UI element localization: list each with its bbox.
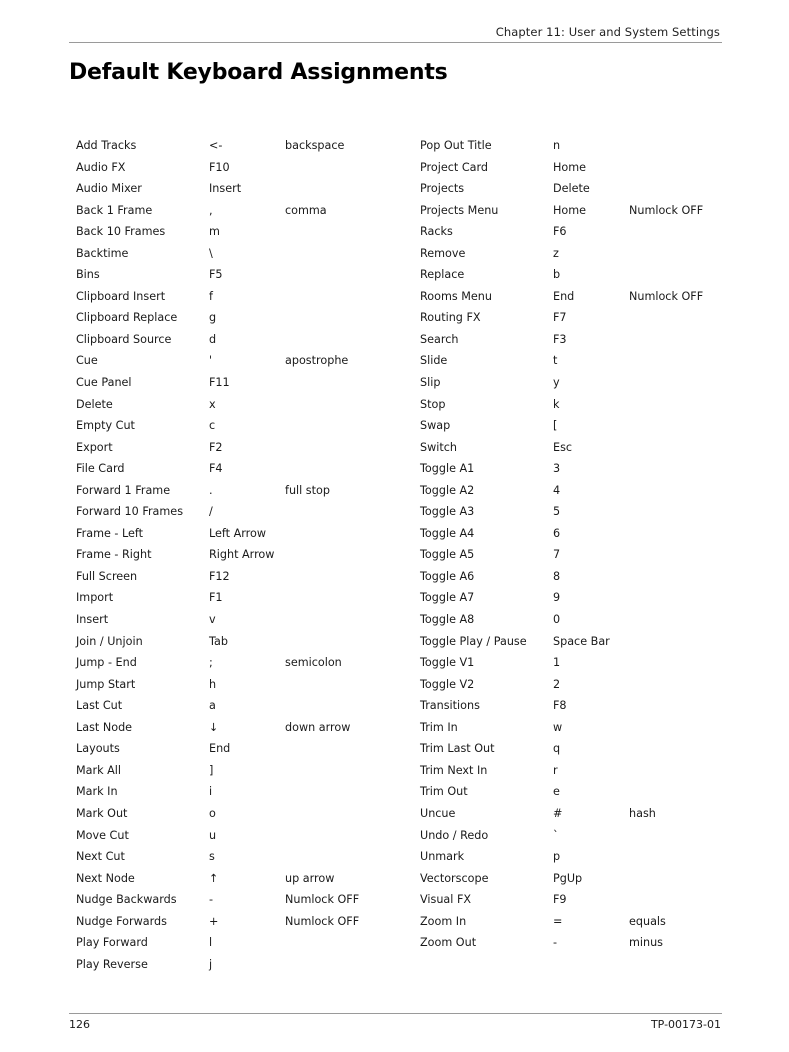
shortcut-action: Zoom In bbox=[420, 914, 467, 928]
table-row bbox=[420, 458, 760, 480]
table-row bbox=[76, 868, 416, 890]
shortcut-action: Last Cut bbox=[76, 699, 123, 713]
shortcut-action: Backtime bbox=[76, 246, 129, 260]
table-row bbox=[420, 717, 760, 739]
shortcut-key: w bbox=[553, 720, 563, 734]
table-row bbox=[76, 480, 416, 502]
shortcut-key: e bbox=[553, 785, 560, 799]
shortcut-key: i bbox=[209, 785, 213, 799]
shortcut-action: Toggle A1 bbox=[420, 462, 475, 476]
shortcut-key: c bbox=[209, 419, 216, 433]
shortcut-key: z bbox=[553, 246, 559, 260]
shortcut-action: Audio Mixer bbox=[76, 182, 142, 196]
table-row bbox=[420, 674, 760, 696]
shortcut-action: Swap bbox=[420, 419, 451, 433]
shortcut-key: End bbox=[209, 742, 231, 756]
shortcut-note: semicolon bbox=[285, 656, 342, 670]
shortcut-action: Project Card bbox=[420, 160, 489, 174]
shortcut-key: / bbox=[209, 505, 213, 519]
table-row bbox=[76, 523, 416, 545]
table-row bbox=[420, 178, 760, 200]
shortcut-key: + bbox=[209, 914, 219, 928]
table-row bbox=[420, 350, 760, 372]
shortcut-action: Full Screen bbox=[76, 569, 138, 583]
table-row bbox=[76, 674, 416, 696]
shortcut-table-right bbox=[420, 135, 760, 954]
shortcut-key: F10 bbox=[209, 160, 230, 174]
shortcut-key: F9 bbox=[553, 893, 567, 907]
table-row bbox=[420, 480, 760, 502]
shortcut-key: Home bbox=[553, 160, 587, 174]
shortcut-table-left bbox=[76, 135, 416, 975]
shortcut-action: Layouts bbox=[76, 742, 120, 756]
shortcut-note: up arrow bbox=[285, 871, 335, 885]
table-row bbox=[420, 803, 760, 825]
shortcut-action: Toggle A4 bbox=[420, 526, 475, 540]
shortcut-key: 1 bbox=[553, 656, 561, 670]
shortcut-action: Transitions bbox=[420, 699, 480, 713]
shortcut-action: Nudge Backwards bbox=[76, 893, 177, 907]
shortcut-action: Forward 1 Frame bbox=[76, 483, 171, 497]
shortcut-action: Play Reverse bbox=[76, 957, 148, 971]
table-row bbox=[76, 803, 416, 825]
table-row bbox=[420, 760, 760, 782]
table-row bbox=[420, 911, 760, 933]
shortcut-key: j bbox=[209, 957, 213, 971]
page-number: 126 bbox=[69, 1018, 90, 1031]
table-row bbox=[420, 609, 760, 631]
shortcut-key: 5 bbox=[553, 505, 561, 519]
table-row bbox=[420, 631, 760, 653]
shortcut-key: n bbox=[553, 139, 561, 152]
table-row bbox=[76, 458, 416, 480]
table-row bbox=[76, 566, 416, 588]
table-row bbox=[76, 846, 416, 868]
table-row bbox=[76, 652, 416, 674]
shortcut-key: Left Arrow bbox=[209, 526, 267, 540]
shortcut-key: Delete bbox=[553, 182, 590, 196]
header-rule bbox=[69, 42, 722, 43]
table-row bbox=[420, 157, 760, 179]
shortcut-action: Mark All bbox=[76, 763, 122, 777]
shortcut-action: Undo / Redo bbox=[420, 828, 489, 842]
shortcut-action: Clipboard Insert bbox=[76, 289, 166, 303]
shortcut-action: Mark In bbox=[76, 785, 118, 799]
shortcut-action: Forward 10 Frames bbox=[76, 505, 184, 519]
shortcut-action: Bins bbox=[76, 268, 100, 282]
shortcut-note: Numlock OFF bbox=[629, 289, 704, 303]
shortcut-key: F5 bbox=[209, 268, 223, 282]
table-row bbox=[420, 307, 760, 329]
shortcut-key: Insert bbox=[209, 182, 242, 196]
shortcut-action: Toggle A8 bbox=[420, 613, 475, 627]
shortcut-key: ` bbox=[553, 828, 559, 842]
table-row bbox=[420, 846, 760, 868]
table-row bbox=[76, 350, 416, 372]
shortcut-action: Toggle V2 bbox=[420, 677, 475, 691]
shortcut-key: h bbox=[209, 677, 217, 691]
table-row bbox=[76, 286, 416, 308]
shortcut-action: Empty Cut bbox=[76, 419, 135, 433]
shortcut-action: Slide bbox=[420, 354, 448, 368]
shortcut-action: Cue bbox=[76, 354, 98, 368]
shortcut-key: 6 bbox=[553, 526, 561, 540]
shortcut-key: <- bbox=[209, 139, 223, 152]
shortcut-action: Routing FX bbox=[420, 311, 481, 325]
shortcut-note: backspace bbox=[285, 139, 345, 152]
table-row bbox=[76, 264, 416, 286]
shortcut-action: Switch bbox=[420, 440, 457, 454]
table-row bbox=[76, 609, 416, 631]
shortcut-key: ↑ bbox=[209, 871, 219, 885]
table-row bbox=[420, 243, 760, 265]
table-row bbox=[76, 889, 416, 911]
table-row bbox=[76, 501, 416, 523]
shortcut-note: hash bbox=[629, 806, 656, 820]
shortcut-key: 3 bbox=[553, 462, 561, 476]
shortcut-key: f bbox=[209, 289, 213, 303]
shortcut-key: F8 bbox=[553, 699, 567, 713]
shortcut-key: 4 bbox=[553, 483, 561, 497]
table-row bbox=[420, 200, 760, 222]
document-id: TP-00173-01 bbox=[650, 1018, 721, 1031]
table-row bbox=[420, 544, 760, 566]
shortcut-action: Move Cut bbox=[76, 828, 129, 842]
shortcut-key: ' bbox=[209, 354, 213, 368]
table-row bbox=[76, 221, 416, 243]
shortcut-key: v bbox=[209, 613, 216, 627]
shortcut-action: Export bbox=[76, 440, 113, 454]
shortcut-action: Projects bbox=[420, 182, 465, 196]
table-row bbox=[76, 738, 416, 760]
shortcut-action: Remove bbox=[420, 246, 466, 260]
shortcut-key: Esc bbox=[553, 440, 573, 454]
page-title: Default Keyboard Assignments bbox=[69, 60, 448, 85]
shortcut-action: Toggle A3 bbox=[420, 505, 475, 519]
shortcut-key: 8 bbox=[553, 569, 561, 583]
table-row bbox=[420, 415, 760, 437]
table-row bbox=[420, 286, 760, 308]
shortcut-key: m bbox=[209, 225, 220, 239]
shortcut-key: Right Arrow bbox=[209, 548, 275, 562]
shortcut-key: F11 bbox=[209, 376, 230, 390]
shortcut-key: 0 bbox=[553, 613, 561, 627]
table-row bbox=[420, 135, 760, 157]
table-row bbox=[76, 243, 416, 265]
table-row bbox=[420, 523, 760, 545]
shortcut-key: d bbox=[209, 332, 217, 346]
table-row bbox=[420, 566, 760, 588]
table-row bbox=[76, 307, 416, 329]
table-row bbox=[420, 221, 760, 243]
shortcut-note: apostrophe bbox=[285, 354, 349, 368]
shortcut-action: Unmark bbox=[420, 850, 465, 864]
shortcut-action: Jump - End bbox=[76, 656, 137, 670]
shortcut-action: Mark Out bbox=[76, 806, 128, 820]
shortcut-action: Pop Out Title bbox=[420, 139, 492, 152]
shortcut-note: minus bbox=[629, 936, 664, 950]
shortcut-action: Frame - Right bbox=[76, 548, 152, 562]
shortcut-key: - bbox=[553, 936, 558, 950]
shortcut-key: F3 bbox=[553, 332, 567, 346]
table-row bbox=[76, 372, 416, 394]
table-row bbox=[76, 329, 416, 351]
table-row bbox=[420, 781, 760, 803]
shortcut-action: Import bbox=[76, 591, 114, 605]
table-row bbox=[76, 544, 416, 566]
shortcut-action: Slip bbox=[420, 376, 441, 390]
shortcut-key: ↓ bbox=[209, 720, 219, 734]
shortcut-action: File Card bbox=[76, 462, 125, 476]
shortcut-key: r bbox=[553, 763, 558, 777]
table-row bbox=[76, 415, 416, 437]
shortcut-action: Audio FX bbox=[76, 160, 126, 174]
shortcut-action: Delete bbox=[76, 397, 113, 411]
shortcut-action: Uncue bbox=[420, 806, 456, 820]
shortcut-action: Last Node bbox=[76, 720, 133, 734]
shortcut-key: End bbox=[553, 289, 575, 303]
shortcut-key: F2 bbox=[209, 440, 223, 454]
shortcut-action: Toggle A7 bbox=[420, 591, 475, 605]
table-row bbox=[420, 825, 760, 847]
table-row bbox=[76, 437, 416, 459]
shortcut-key: l bbox=[209, 936, 213, 950]
table-row bbox=[76, 631, 416, 653]
shortcut-action: Toggle Play / Pause bbox=[420, 634, 527, 648]
shortcut-action: Next Cut bbox=[76, 850, 125, 864]
shortcut-action: Toggle A6 bbox=[420, 569, 475, 583]
shortcut-action: Trim Last Out bbox=[420, 742, 495, 756]
shortcut-key: p bbox=[553, 850, 561, 864]
shortcut-action: Zoom Out bbox=[420, 936, 477, 950]
table-row bbox=[420, 264, 760, 286]
shortcut-key: s bbox=[209, 850, 215, 864]
shortcut-key: k bbox=[553, 397, 560, 411]
shortcut-action: Nudge Forwards bbox=[76, 914, 167, 928]
shortcut-action: Trim Next In bbox=[420, 763, 488, 777]
shortcut-action: Clipboard Replace bbox=[76, 311, 178, 325]
table-row bbox=[76, 932, 416, 954]
shortcut-note: full stop bbox=[285, 483, 330, 497]
shortcut-key: F7 bbox=[553, 311, 567, 325]
shortcut-note: Numlock OFF bbox=[285, 893, 360, 907]
shortcut-key: q bbox=[553, 742, 561, 756]
shortcut-action: Rooms Menu bbox=[420, 289, 492, 303]
table-row bbox=[76, 954, 416, 976]
table-row bbox=[76, 760, 416, 782]
shortcut-note: comma bbox=[285, 203, 327, 217]
shortcut-action: Toggle V1 bbox=[420, 656, 475, 670]
shortcut-key: , bbox=[209, 203, 213, 217]
shortcut-note: Numlock OFF bbox=[629, 203, 704, 217]
shortcut-key: F1 bbox=[209, 591, 223, 605]
shortcut-action: Back 10 Frames bbox=[76, 225, 166, 239]
shortcut-key: ] bbox=[209, 763, 214, 777]
shortcut-key: [ bbox=[553, 419, 558, 433]
shortcut-key: ; bbox=[209, 656, 213, 670]
footer-rule bbox=[69, 1013, 722, 1014]
shortcut-action: Trim In bbox=[420, 720, 458, 734]
shortcut-action: Replace bbox=[420, 268, 465, 282]
shortcut-action: Racks bbox=[420, 225, 453, 239]
shortcut-action: Frame - Left bbox=[76, 526, 144, 540]
shortcut-key: Space Bar bbox=[553, 634, 610, 648]
shortcut-action: Insert bbox=[76, 613, 109, 627]
shortcut-action: Play Forward bbox=[76, 936, 148, 950]
shortcut-action: Stop bbox=[420, 397, 446, 411]
shortcut-key: g bbox=[209, 311, 217, 325]
shortcut-key: \ bbox=[209, 246, 213, 260]
table-row bbox=[420, 932, 760, 954]
table-row bbox=[76, 200, 416, 222]
shortcut-key: # bbox=[553, 806, 563, 820]
table-row bbox=[76, 717, 416, 739]
shortcut-action: Toggle A5 bbox=[420, 548, 475, 562]
table-row bbox=[76, 587, 416, 609]
table-row bbox=[420, 695, 760, 717]
shortcut-note: equals bbox=[629, 914, 666, 928]
table-row bbox=[76, 781, 416, 803]
shortcut-action: Search bbox=[420, 332, 459, 346]
shortcut-action: Visual FX bbox=[420, 893, 472, 907]
shortcut-action: Add Tracks bbox=[76, 139, 137, 152]
shortcut-key: o bbox=[209, 806, 216, 820]
shortcut-key: a bbox=[209, 699, 216, 713]
running-head: Chapter 11: User and System Settings bbox=[495, 25, 720, 39]
table-row bbox=[76, 394, 416, 416]
shortcut-note: Numlock OFF bbox=[285, 914, 360, 928]
shortcut-action: Next Node bbox=[76, 871, 135, 885]
shortcut-action: Toggle A2 bbox=[420, 483, 475, 497]
shortcut-key: t bbox=[553, 354, 558, 368]
shortcut-key: b bbox=[553, 268, 561, 282]
table-row bbox=[420, 738, 760, 760]
shortcut-key: Home bbox=[553, 203, 587, 217]
shortcut-action: Projects Menu bbox=[420, 203, 499, 217]
shortcut-key: u bbox=[209, 828, 217, 842]
table-row bbox=[76, 135, 416, 157]
shortcut-key: 2 bbox=[553, 677, 561, 691]
table-row bbox=[420, 437, 760, 459]
shortcut-note: down arrow bbox=[285, 720, 351, 734]
shortcut-action: Cue Panel bbox=[76, 376, 132, 390]
table-row bbox=[420, 652, 760, 674]
shortcut-action: Join / Unjoin bbox=[76, 634, 143, 648]
shortcut-action: Clipboard Source bbox=[76, 332, 172, 346]
table-row bbox=[76, 695, 416, 717]
shortcut-key: . bbox=[209, 483, 213, 497]
shortcut-key: 9 bbox=[553, 591, 561, 605]
shortcut-action: Trim Out bbox=[420, 785, 468, 799]
table-row bbox=[76, 825, 416, 847]
table-row bbox=[76, 178, 416, 200]
shortcut-action: Vectorscope bbox=[420, 871, 489, 885]
shortcut-key: PgUp bbox=[553, 871, 583, 885]
shortcut-key: y bbox=[553, 376, 560, 390]
shortcut-action: Jump Start bbox=[76, 677, 136, 691]
shortcut-key: 7 bbox=[553, 548, 561, 562]
shortcut-key: - bbox=[209, 893, 214, 907]
table-row bbox=[420, 868, 760, 890]
shortcut-key: Tab bbox=[209, 634, 228, 648]
table-row bbox=[420, 329, 760, 351]
table-row bbox=[76, 911, 416, 933]
shortcut-key: F12 bbox=[209, 569, 230, 583]
table-row bbox=[420, 889, 760, 911]
table-row bbox=[420, 394, 760, 416]
table-row bbox=[420, 372, 760, 394]
shortcut-key: = bbox=[553, 914, 563, 928]
table-row bbox=[420, 587, 760, 609]
shortcut-key: F6 bbox=[553, 225, 567, 239]
shortcut-key: F4 bbox=[209, 462, 223, 476]
shortcut-key: x bbox=[209, 397, 216, 411]
shortcut-action: Back 1 Frame bbox=[76, 203, 153, 217]
table-row bbox=[76, 157, 416, 179]
table-row bbox=[420, 501, 760, 523]
